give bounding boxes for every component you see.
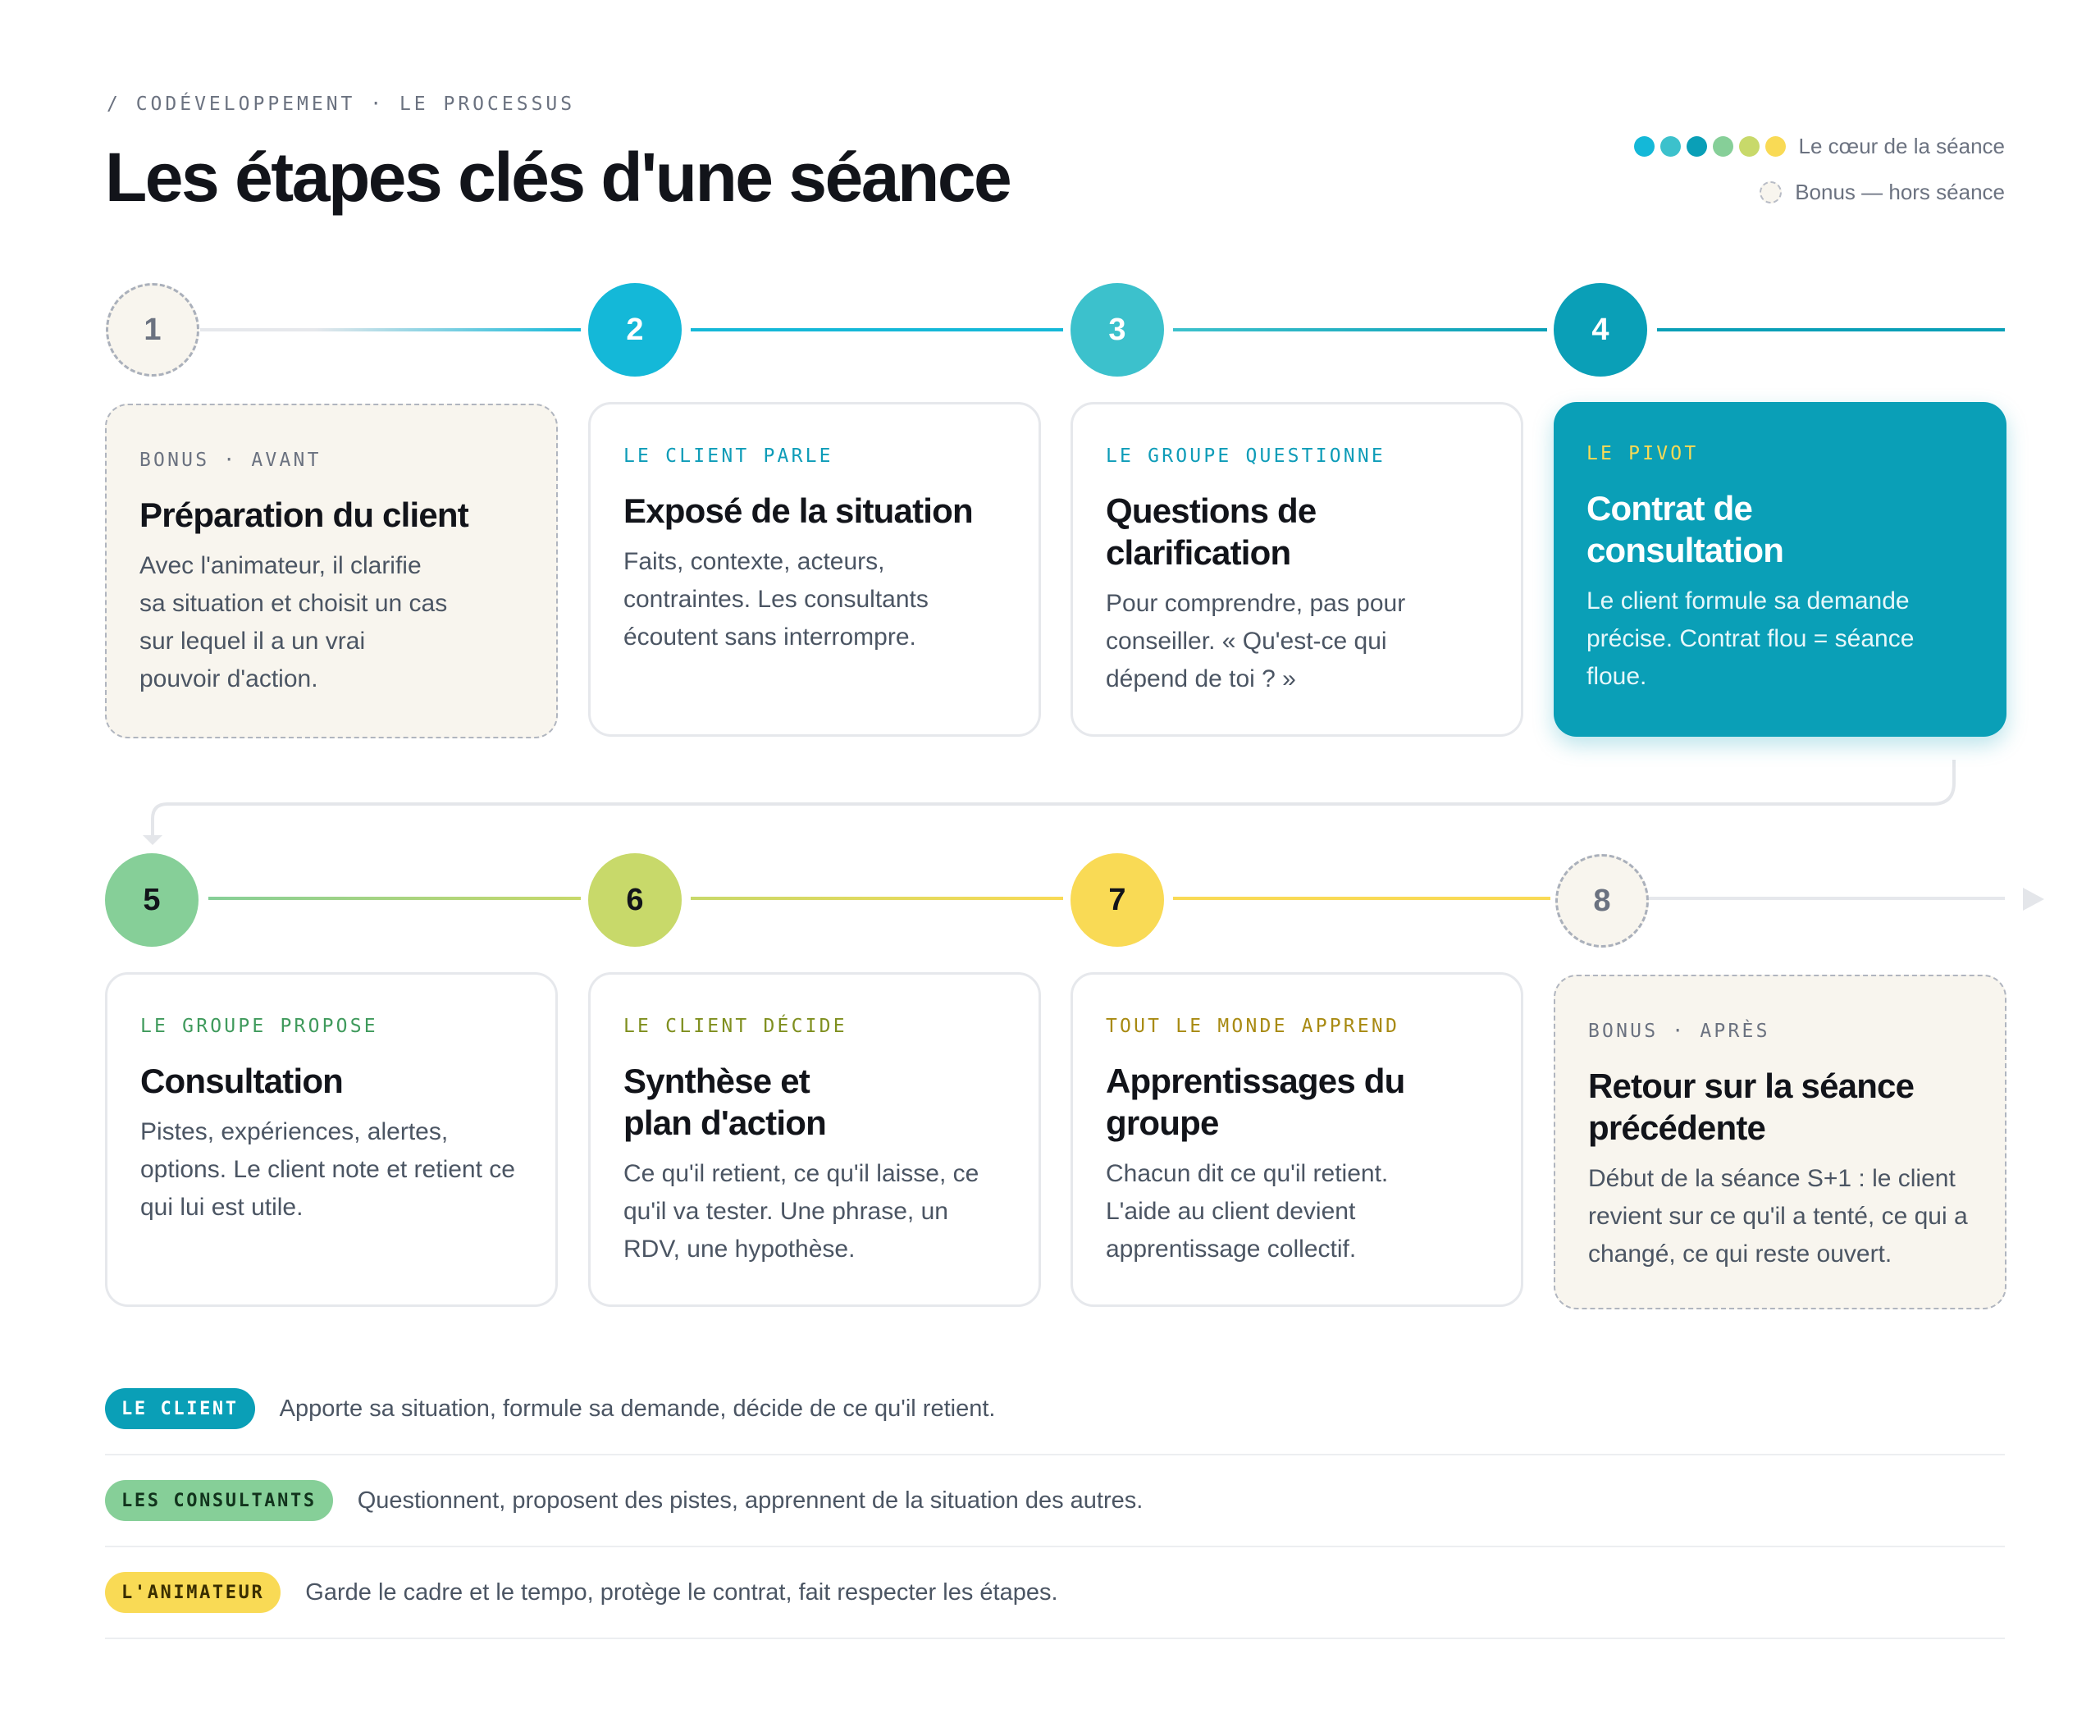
arrow-right-icon <box>2020 886 2046 912</box>
step-8-description: Début de la séance S+1 : le client revient sur ce qu'il a tenté, ce qui a changé, ce qui reste ouvert. <box>1588 1165 1968 1268</box>
step-4-title: Contrat de consultation <box>1586 489 1784 569</box>
step-6-circle <box>588 853 682 947</box>
step-7-description: Chacun dit ce qu'il retient. L'aide au client devient apprentissage collectif. <box>1106 1160 1389 1263</box>
track-4-end <box>1657 328 2005 331</box>
step-8-circle <box>1555 854 1649 948</box>
step-5-circle <box>105 853 199 947</box>
step-7-circle <box>1071 853 1164 947</box>
legend-bonus-dot <box>1760 181 1782 203</box>
step-3-title: Questions de clarification <box>1106 491 1317 572</box>
step-6-tag: LE CLIENT DÉCIDE <box>623 1016 847 1037</box>
step-2-card <box>588 402 1041 737</box>
legend-core-label: Le cœur de la séance <box>1798 133 2005 158</box>
step-3-tag: LE GROUPE QUESTIONNE <box>1106 445 1386 467</box>
step-5-card <box>105 972 558 1307</box>
step-1-tag: BONUS · AVANT <box>139 450 322 471</box>
role-text-animateur: Garde le cadre et le tempo, protège le contrat, fait respecter les étapes. <box>305 1578 1058 1606</box>
step-5-number: 5 <box>143 882 161 917</box>
step-6-card <box>588 972 1041 1307</box>
step-1-circle <box>106 283 199 377</box>
step-6-description: Ce qu'il retient, ce qu'il laisse, ce qu'il va tester. Une phrase, un RDV, une hypothèse. <box>623 1160 979 1263</box>
step-1-card <box>105 404 558 738</box>
step-1-description: Avec l'animateur, il clarifie sa situation et choisit un cas sur lequel il a un vrai pouvoir d'action. <box>139 552 448 692</box>
step-7-title: Apprentissages du groupe <box>1106 1062 1405 1142</box>
breadcrumb: / CODÉVELOPPEMENT · LE PROCESSUS <box>107 94 576 115</box>
step-8-number: 8 <box>1593 883 1611 918</box>
legend-dot <box>1687 136 1707 157</box>
role-badge-animateur: L'ANIMATEUR <box>105 1572 281 1613</box>
role-text-client: Apporte sa situation, formule sa demande, décide de ce qu'il retient. <box>279 1395 996 1422</box>
step-4-description: Le client formule sa demande précise. Contrat flou = séance floue. <box>1586 587 1915 690</box>
track-5-6 <box>208 897 581 900</box>
step-4-tag: LE PIVOT <box>1586 443 1699 464</box>
step-8-title: Retour sur la séance précédente <box>1588 1067 1915 1147</box>
track-1-2 <box>200 328 581 331</box>
track-7-8 <box>1173 897 1550 900</box>
legend-bonus <box>1545 176 2005 208</box>
step-8-tag: BONUS · APRÈS <box>1588 1021 1770 1042</box>
step-2-title: Exposé de la situation <box>623 491 973 530</box>
legend-dot <box>1634 136 1655 157</box>
step-4-card <box>1554 402 2006 737</box>
step-3-circle <box>1071 283 1164 377</box>
step-5-title: Consultation <box>140 1062 344 1100</box>
legend-dot <box>1660 136 1681 157</box>
step-6-title: Synthèse et plan d'action <box>623 1062 826 1142</box>
role-badge-consultants: LES CONSULTANTS <box>105 1480 333 1521</box>
page-title: Les étapes clés d'une séance <box>105 139 1011 216</box>
step-1-number: 1 <box>144 312 162 347</box>
step-5-description: Pistes, expériences, alertes, options. Le client note et retient ce qui lui est utile. <box>140 1118 515 1221</box>
legend-core-dots <box>1634 136 1786 157</box>
step-8-card <box>1554 975 2006 1309</box>
step-3-description: Pour comprendre, pas pour conseiller. « Qu'est-ce qui dépend de toi ? » <box>1106 590 1406 692</box>
step-7-number: 7 <box>1108 882 1126 917</box>
step-2-tag: LE CLIENT PARLE <box>623 445 833 467</box>
step-3-card <box>1071 402 1523 737</box>
legend-bonus-label: Bonus — hors séance <box>1795 179 2005 204</box>
step-1-title: Préparation du client <box>139 496 468 534</box>
step-6-number: 6 <box>626 882 644 917</box>
track-2-3 <box>691 328 1063 331</box>
legend-dot <box>1739 136 1760 157</box>
role-row-consultants <box>105 1455 2005 1547</box>
step-4-circle <box>1554 283 1647 377</box>
legend-dot <box>1765 136 1786 157</box>
step-4-number: 4 <box>1591 312 1609 347</box>
track-8-end <box>1649 897 2005 900</box>
role-text-consultants: Questionnent, proposent des pistes, apprennent de la situation des autres. <box>357 1487 1144 1514</box>
role-row-animateur <box>105 1547 2005 1639</box>
track-6-7 <box>691 897 1063 900</box>
step-5-tag: LE GROUPE PROPOSE <box>140 1016 378 1037</box>
role-row-client <box>105 1364 2005 1455</box>
step-7-tag: TOUT LE MONDE APPREND <box>1106 1016 1399 1037</box>
step-7-card <box>1071 972 1523 1307</box>
row-connector <box>131 760 1969 850</box>
legend <box>1545 130 2005 222</box>
track-3-4 <box>1173 328 1547 331</box>
step-2-description: Faits, contexte, acteurs, contraintes. Les consultants écoutent sans interrompre. <box>623 548 929 651</box>
step-3-number: 3 <box>1108 312 1126 347</box>
legend-core <box>1545 130 2005 162</box>
step-2-number: 2 <box>626 312 644 347</box>
role-badge-client: LE CLIENT <box>105 1388 255 1429</box>
legend-dot <box>1713 136 1733 157</box>
step-2-circle <box>588 283 682 377</box>
